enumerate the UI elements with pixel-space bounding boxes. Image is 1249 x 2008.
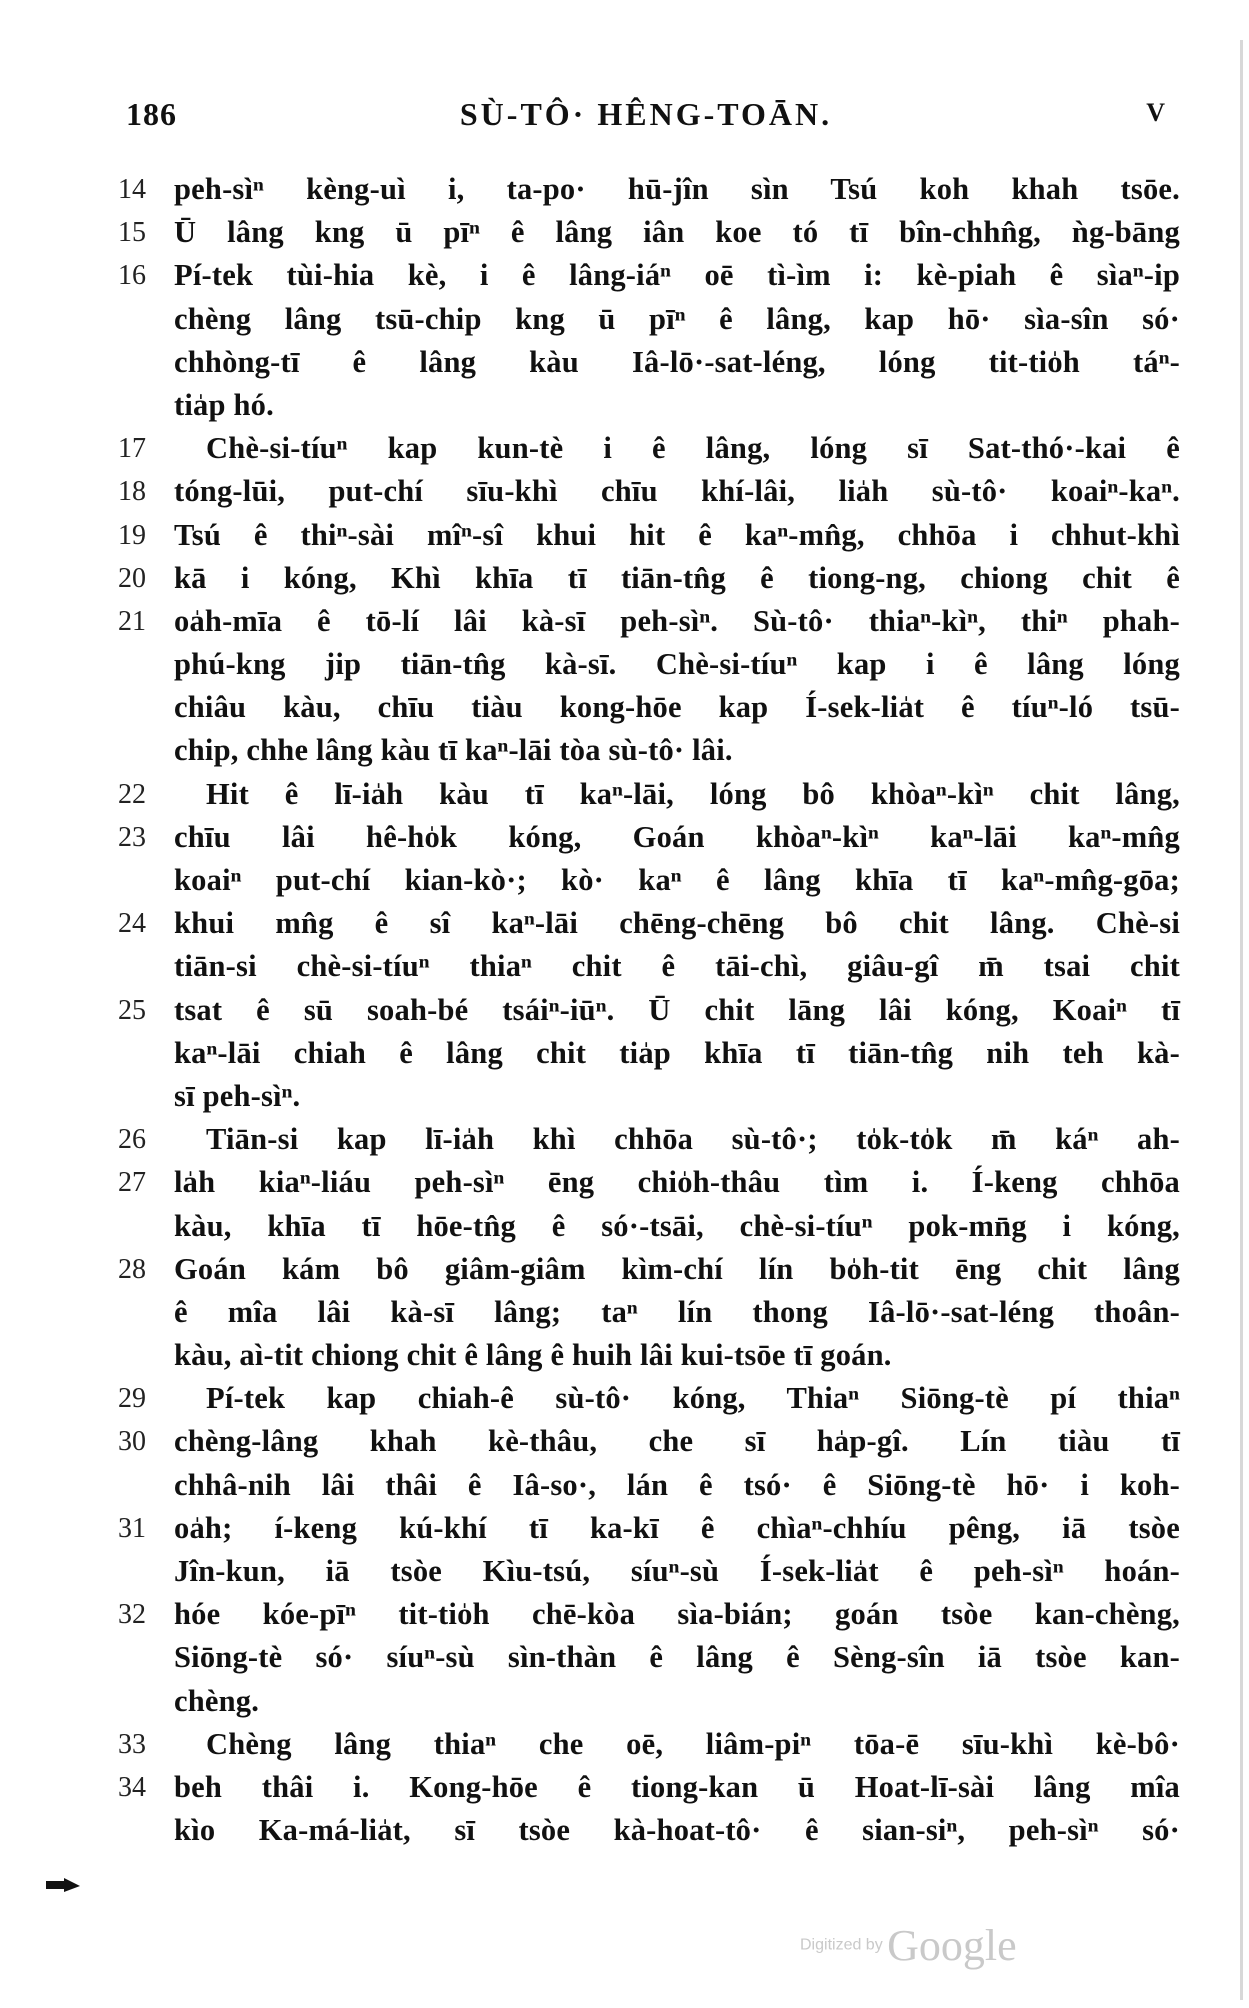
verse-number: 14 <box>118 174 146 205</box>
line-text: phú-kng jip tiān-tn̂g kà-sī. Chè-si-tíuⁿ kap i ê lâng lóng <box>174 647 1180 682</box>
verse-number: 26 <box>118 1124 146 1156</box>
line-text: sī peh-sìⁿ. <box>174 1078 301 1113</box>
line-text: Jîn-kun, iā tsòe Kìu-tsú, síuⁿ-sù Í-sek-lia̍t ê peh-sìⁿ hoán- <box>174 1554 1180 1588</box>
text-line <box>110 1420 1180 1463</box>
line-text: Hit ê lī-ia̍h kàu tī kaⁿ-lāi, lóng bô khòaⁿ-kìⁿ chit lâng, <box>206 776 1180 811</box>
text-line <box>110 168 1180 211</box>
text-line <box>110 1334 1180 1377</box>
line-text: chèng. <box>174 1683 260 1718</box>
line-text: beh thâi i. Kong-hōe ê tiong-kan ū Hoat-lī-sài lâng mîa <box>174 1769 1180 1804</box>
text-line <box>110 1636 1180 1679</box>
line-text: kàu, khīa tī hōe-tn̂g ê só·-tsāi, chè-si-tíuⁿ pok-mn̄g i kóng, <box>174 1208 1180 1243</box>
line-text: hóe kóe-pīⁿ tit-tio̍h chē-kòa sìa-bián; goán tsòe kan-chèng, <box>174 1597 1180 1632</box>
text-line <box>110 686 1180 729</box>
page-edge-rule <box>1240 40 1243 2000</box>
line-text: chīu lâi hê-ho̍k kóng, Goán khòaⁿ-kìⁿ kaⁿ-lāi kaⁿ-mn̂g <box>174 819 1180 854</box>
text-line <box>110 1377 1180 1420</box>
verse-number: 22 <box>118 778 146 810</box>
pointing-hand-icon <box>46 1877 80 1893</box>
text-line <box>110 1291 1180 1334</box>
line-text: Pí-tek tùi-hia kè, i ê lâng-iáⁿ oē tì-ìm i: kè-piah ê sìaⁿ-ip <box>174 258 1180 293</box>
text-line <box>110 341 1180 384</box>
line-text: kaⁿ-lāi chiah ê lâng chit tia̍p khīa tī tiān-tn̂g nih teh kà- <box>174 1035 1180 1070</box>
line-text: kàu, aì-tit chiong chit ê lâng ê huih lâi kui-tsōe tī goán. <box>174 1338 892 1373</box>
page-number: 186 <box>126 96 177 132</box>
text-line <box>110 816 1180 859</box>
line-text: kā i kóng, Khì khīa tī tiān-tn̂g ê tiong-ng, chiong chit ê <box>174 560 1180 595</box>
verse-number: 15 <box>118 217 146 249</box>
line-text: tóng-lūi, put-chí sīu-khì chīu khí-lâi, lia̍h sù-tô· koaiⁿ-kaⁿ. <box>174 474 1180 509</box>
line-text: chiâu kàu, chīu tiàu kong-hōe kap Í-sek-lia̍t ê tíuⁿ-ló tsū- <box>174 690 1180 725</box>
line-text: khui mn̂g ê sî kaⁿ-lāi chēng-chēng bô chit lâng. Chè-si <box>174 906 1180 941</box>
verse-number: 28 <box>118 1253 146 1285</box>
verse-number: 33 <box>118 1728 146 1760</box>
text-line <box>110 1680 1180 1723</box>
line-text: chhâ-nih lâi thâi ê Iâ-so·, lán ê tsó· ê Siōng-tè hō· i koh- <box>174 1467 1180 1502</box>
text-line <box>110 643 1180 686</box>
text-line <box>110 902 1180 945</box>
line-text: Siōng-tè só· síuⁿ-sù sìn-thàn ê lâng ê Sèng-sîn iā tsòe kan- <box>174 1640 1180 1675</box>
text-line <box>110 729 1180 772</box>
line-text: chèng lâng tsū-chip kng ū pīⁿ ê lâng, kap hō· sìa-sîn só· <box>174 301 1180 336</box>
text-line <box>110 945 1180 988</box>
line-text: chhòng-tī ê lâng kàu Iâ-lō·-sat-léng, lóng tit-tio̍h táⁿ- <box>174 344 1180 379</box>
text-line <box>110 1248 1180 1291</box>
verse-number: 29 <box>118 1383 146 1415</box>
text-line <box>110 1205 1180 1248</box>
text-line <box>110 859 1180 902</box>
watermark-prefix: Digitized by <box>800 1936 883 1954</box>
line-text: ê mîa lâi kà-sī lâng; taⁿ lín thong Iâ-lō·-sat-léng thoân- <box>174 1294 1180 1329</box>
text-line <box>110 254 1180 297</box>
verse-number: 19 <box>118 519 146 551</box>
text-line <box>110 1161 1180 1204</box>
text-line <box>110 1075 1180 1118</box>
text-line <box>110 557 1180 600</box>
line-text: peh-sìⁿ kèng-uì i, ta-po· hū-jîn sìn Tsú koh khah tsōe. <box>174 172 1180 206</box>
verse-number: 17 <box>118 433 146 465</box>
text-line <box>110 1766 1180 1809</box>
line-text: kìo Ka-má-lia̍t, sī tsòe kà-hoat-tô· ê sian-siⁿ, peh-sìⁿ só· <box>174 1813 1180 1848</box>
line-text: tiān-si chè-si-tíuⁿ thiaⁿ chit ê tāi-chì, giâu-gî m̄ tsai chit <box>174 949 1180 984</box>
verse-number: 23 <box>118 821 146 853</box>
text-line <box>110 211 1180 254</box>
verse-number: 30 <box>118 1426 146 1458</box>
text-line <box>110 1550 1180 1593</box>
verse-number: 20 <box>118 562 146 594</box>
verse-number: 18 <box>118 476 146 508</box>
text-line <box>110 773 1180 816</box>
text-line <box>110 384 1180 427</box>
text-line <box>110 1032 1180 1075</box>
verse-number: 16 <box>118 260 146 292</box>
line-text: oa̍h-mīa ê tō-lí lâi kà-sī peh-sìⁿ. Sù-tô· thiaⁿ-kìⁿ, thiⁿ phah- <box>174 603 1180 638</box>
running-header <box>126 96 1166 140</box>
text-line <box>110 1809 1180 1852</box>
line-text: Tsú ê thiⁿ-sài mîⁿ-sî khui hit ê kaⁿ-mn̂g, chhōa i chhut-khì <box>174 517 1180 552</box>
line-text: Chèng lâng thiaⁿ che oē, liâm-piⁿ tōa-ē sīu-khì kè-bô· <box>206 1726 1180 1761</box>
verse-number: 24 <box>118 908 146 940</box>
line-text: Goán kám bô giâm-giâm kìm-chí lín bo̍h-tit ēng chit lâng <box>174 1251 1180 1286</box>
text-line <box>110 514 1180 557</box>
line-text: tsat ê sū soah-bé tsáiⁿ-iūⁿ. Ū chit lāng lâi kóng, Koaiⁿ tī <box>174 992 1180 1027</box>
line-text: Tiān-si kap lī-ia̍h khì chhōa sù-tô·; to̍k-to̍k m̄ káⁿ ah- <box>206 1122 1180 1157</box>
line-text: Ū lâng kng ū pīⁿ ê lâng iân koe tó tī bîn-chhn̂g, ǹg-bāng <box>174 215 1180 250</box>
verse-number: 27 <box>118 1167 146 1199</box>
watermark-brand: Google <box>887 1921 1017 1970</box>
line-text: Pí-tek kap chiah-ê sù-tô· kóng, Thiaⁿ Siōng-tè pí thiaⁿ <box>206 1381 1180 1416</box>
verse-number: 34 <box>118 1771 146 1803</box>
line-text: oa̍h; í-keng kú-khí tī ka-kī ê chìaⁿ-chhíu pêng, iā tsòe <box>174 1510 1180 1545</box>
text-line <box>110 1507 1180 1550</box>
line-text: la̍h kiaⁿ-liáu peh-sìⁿ ēng chio̍h-thâu tìm i. Í-keng chhōa <box>174 1165 1180 1200</box>
verse-number: 21 <box>118 605 146 637</box>
line-text: tia̍p hó. <box>174 387 274 422</box>
text-line <box>110 600 1180 643</box>
line-text: chèng-lâng khah kè-thâu, che sī ha̍p-gî. Lín tiàu tī <box>174 1424 1180 1459</box>
running-title: SÙ-TÔ· HÊNG-TOĀN. <box>459 96 833 132</box>
page-body <box>110 168 1180 1852</box>
verse-number: 31 <box>118 1512 146 1544</box>
line-text: Chè-si-tíuⁿ kap kun-tè i ê lâng, lóng sī Sat-thó·-kai ê <box>206 431 1180 466</box>
text-line <box>110 470 1180 513</box>
signature-mark: V <box>1146 98 1166 127</box>
text-line <box>110 1464 1180 1507</box>
text-line <box>110 1118 1180 1161</box>
line-text: koaiⁿ put-chí kian-kò·; kò· kaⁿ ê lâng khīa tī kaⁿ-mn̂g-gōa; <box>174 863 1180 897</box>
line-text: chip, chhe lâng kàu tī kaⁿ-lāi tòa sù-tô· lâi. <box>174 733 733 768</box>
text-line <box>110 298 1180 341</box>
text-line <box>110 1593 1180 1636</box>
text-line <box>110 1723 1180 1766</box>
digitized-watermark <box>800 1920 1017 1971</box>
text-line <box>110 427 1180 470</box>
text-line <box>110 989 1180 1032</box>
verse-number: 25 <box>118 994 146 1026</box>
verse-number: 32 <box>118 1599 146 1631</box>
